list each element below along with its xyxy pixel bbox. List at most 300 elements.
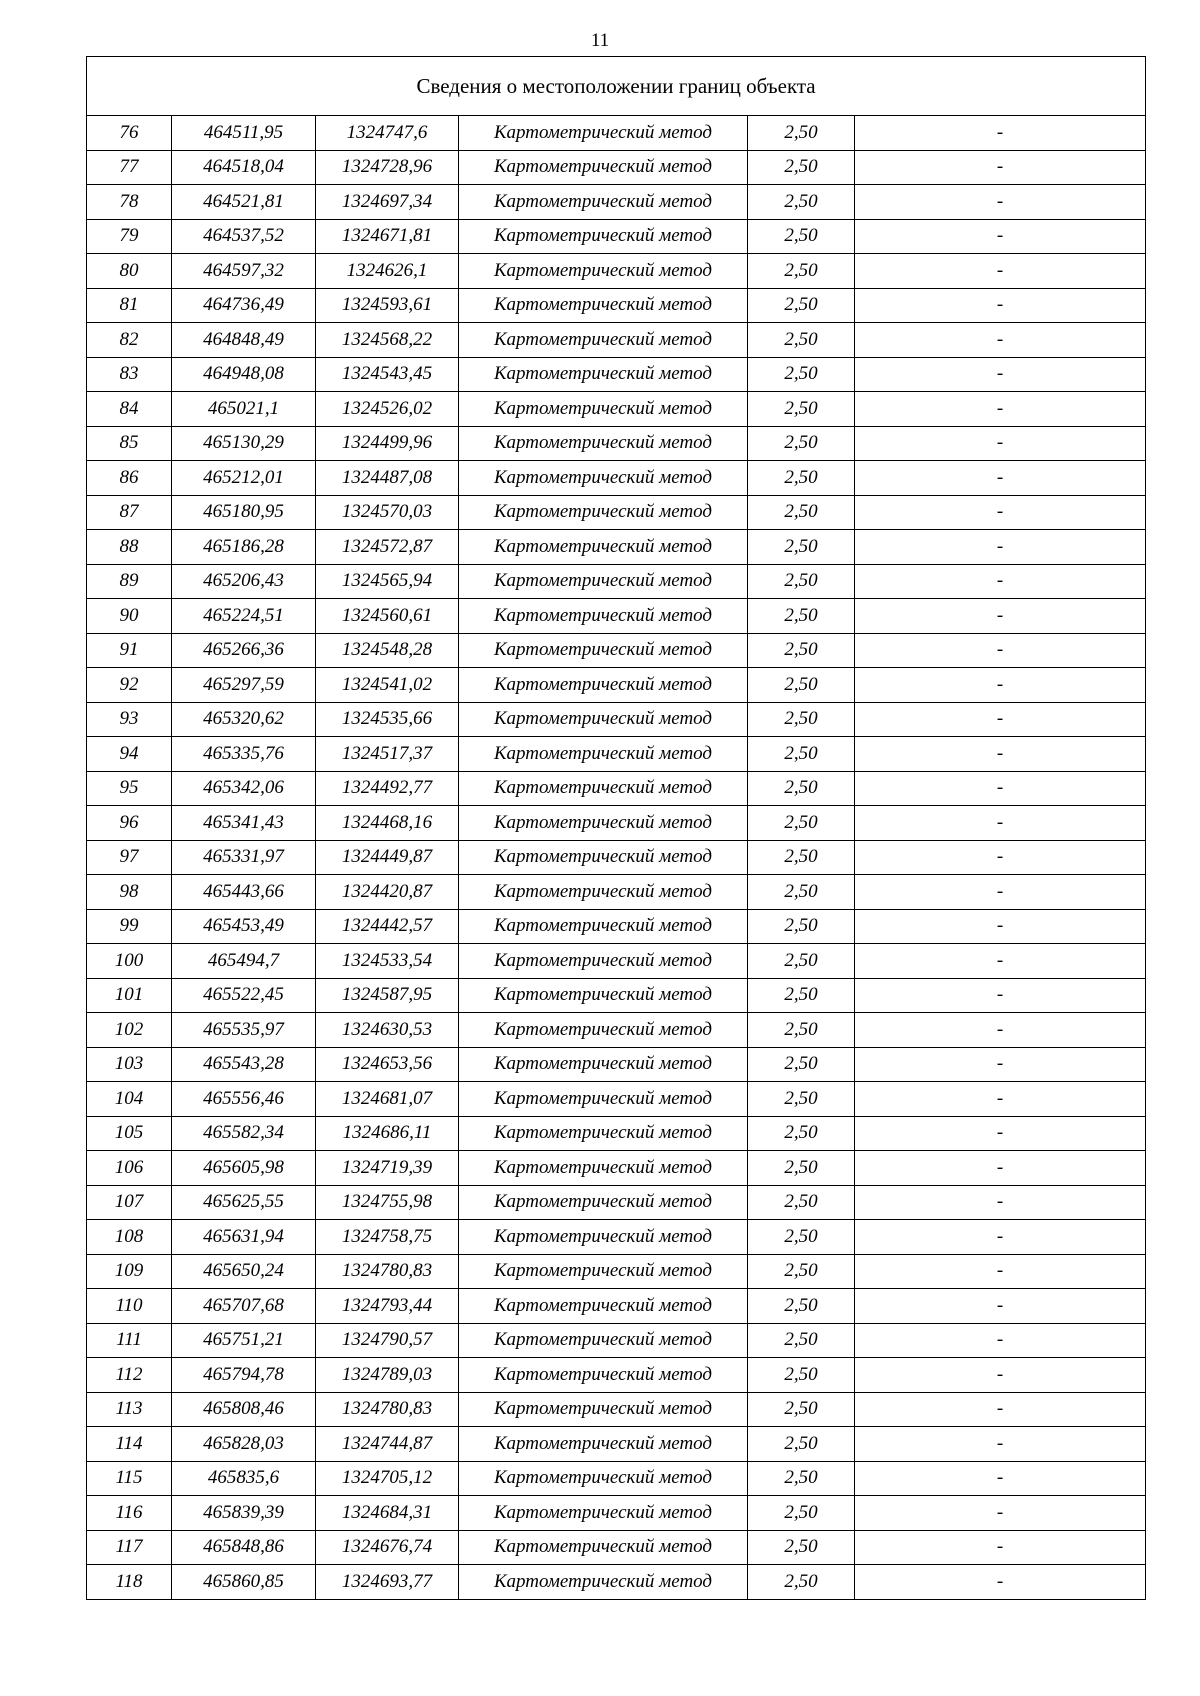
method-cell: Картометрический метод — [459, 978, 748, 1013]
method-cell: Картометрический метод — [459, 323, 748, 358]
table-row — [87, 357, 1146, 392]
description-cell: - — [855, 219, 1146, 254]
y-coordinate-cell: 1324487,08 — [316, 461, 459, 496]
x-coordinate-cell: 464948,08 — [172, 357, 316, 392]
x-coordinate-cell: 464736,49 — [172, 288, 316, 323]
description-cell: - — [855, 426, 1146, 461]
method-cell: Картометрический метод — [459, 875, 748, 910]
description-cell: - — [855, 1047, 1146, 1082]
description-cell: - — [855, 1461, 1146, 1496]
point-number-cell: 98 — [87, 875, 172, 910]
table-row — [87, 495, 1146, 530]
method-cell: Картометрический метод — [459, 599, 748, 634]
method-cell: Картометрический метод — [459, 357, 748, 392]
boundary-coordinates-table — [86, 56, 1146, 1600]
point-number-cell: 116 — [87, 1496, 172, 1531]
point-number-cell: 90 — [87, 599, 172, 634]
point-number-cell: 97 — [87, 840, 172, 875]
x-coordinate-cell: 465522,45 — [172, 978, 316, 1013]
description-cell: - — [855, 875, 1146, 910]
accuracy-cell: 2,50 — [748, 668, 855, 703]
accuracy-cell: 2,50 — [748, 840, 855, 875]
accuracy-cell: 2,50 — [748, 461, 855, 496]
x-coordinate-cell: 464521,81 — [172, 185, 316, 220]
point-number-cell: 79 — [87, 219, 172, 254]
y-coordinate-cell: 1324719,39 — [316, 1151, 459, 1186]
accuracy-cell: 2,50 — [748, 1254, 855, 1289]
description-cell: - — [855, 1013, 1146, 1048]
description-cell: - — [855, 564, 1146, 599]
accuracy-cell: 2,50 — [748, 116, 855, 151]
point-number-cell: 110 — [87, 1289, 172, 1324]
table-row — [87, 1151, 1146, 1186]
method-cell: Картометрический метод — [459, 1151, 748, 1186]
y-coordinate-cell: 1324747,6 — [316, 116, 459, 151]
table-row — [87, 254, 1146, 289]
x-coordinate-cell: 465535,97 — [172, 1013, 316, 1048]
method-cell: Картометрический метод — [459, 530, 748, 565]
x-coordinate-cell: 465582,34 — [172, 1116, 316, 1151]
y-coordinate-cell: 1324572,87 — [316, 530, 459, 565]
table-row — [87, 530, 1146, 565]
method-cell: Картометрический метод — [459, 1116, 748, 1151]
accuracy-cell: 2,50 — [748, 392, 855, 427]
method-cell: Картометрический метод — [459, 1358, 748, 1393]
y-coordinate-cell: 1324565,94 — [316, 564, 459, 599]
y-coordinate-cell: 1324560,61 — [316, 599, 459, 634]
table-row — [87, 426, 1146, 461]
method-cell: Картометрический метод — [459, 806, 748, 841]
y-coordinate-cell: 1324587,95 — [316, 978, 459, 1013]
table-row — [87, 599, 1146, 634]
method-cell: Картометрический метод — [459, 1565, 748, 1600]
point-number-cell: 82 — [87, 323, 172, 358]
description-cell: - — [855, 599, 1146, 634]
point-number-cell: 111 — [87, 1323, 172, 1358]
x-coordinate-cell: 465543,28 — [172, 1047, 316, 1082]
x-coordinate-cell: 465848,86 — [172, 1530, 316, 1565]
accuracy-cell: 2,50 — [748, 806, 855, 841]
accuracy-cell: 2,50 — [748, 978, 855, 1013]
description-cell: - — [855, 771, 1146, 806]
accuracy-cell: 2,50 — [748, 1496, 855, 1531]
point-number-cell: 115 — [87, 1461, 172, 1496]
table-row — [87, 1082, 1146, 1117]
description-cell: - — [855, 392, 1146, 427]
x-coordinate-cell: 465625,55 — [172, 1185, 316, 1220]
y-coordinate-cell: 1324705,12 — [316, 1461, 459, 1496]
table-row — [87, 1323, 1146, 1358]
method-cell: Картометрический метод — [459, 1392, 748, 1427]
point-number-cell: 101 — [87, 978, 172, 1013]
table-row — [87, 185, 1146, 220]
table-row — [87, 1185, 1146, 1220]
y-coordinate-cell: 1324449,87 — [316, 840, 459, 875]
description-cell: - — [855, 288, 1146, 323]
x-coordinate-cell: 465180,95 — [172, 495, 316, 530]
point-number-cell: 106 — [87, 1151, 172, 1186]
x-coordinate-cell: 465650,24 — [172, 1254, 316, 1289]
description-cell: - — [855, 1323, 1146, 1358]
point-number-cell: 84 — [87, 392, 172, 427]
table-row — [87, 771, 1146, 806]
y-coordinate-cell: 1324686,11 — [316, 1116, 459, 1151]
point-number-cell: 94 — [87, 737, 172, 772]
y-coordinate-cell: 1324681,07 — [316, 1082, 459, 1117]
accuracy-cell: 2,50 — [748, 909, 855, 944]
method-cell: Картометрический метод — [459, 150, 748, 185]
x-coordinate-cell: 465224,51 — [172, 599, 316, 634]
description-cell: - — [855, 530, 1146, 565]
description-cell: - — [855, 1392, 1146, 1427]
x-coordinate-cell: 465021,1 — [172, 392, 316, 427]
x-coordinate-cell: 464537,52 — [172, 219, 316, 254]
table-row — [87, 1565, 1146, 1600]
y-coordinate-cell: 1324728,96 — [316, 150, 459, 185]
y-coordinate-cell: 1324420,87 — [316, 875, 459, 910]
accuracy-cell: 2,50 — [748, 254, 855, 289]
method-cell: Картометрический метод — [459, 219, 748, 254]
x-coordinate-cell: 465556,46 — [172, 1082, 316, 1117]
table-row — [87, 1530, 1146, 1565]
description-cell: - — [855, 1220, 1146, 1255]
accuracy-cell: 2,50 — [748, 633, 855, 668]
point-number-cell: 96 — [87, 806, 172, 841]
x-coordinate-cell: 465794,78 — [172, 1358, 316, 1393]
x-coordinate-cell: 465443,66 — [172, 875, 316, 910]
point-number-cell: 93 — [87, 702, 172, 737]
point-number-cell: 92 — [87, 668, 172, 703]
method-cell: Картометрический метод — [459, 1289, 748, 1324]
point-number-cell: 104 — [87, 1082, 172, 1117]
y-coordinate-cell: 1324744,87 — [316, 1427, 459, 1462]
y-coordinate-cell: 1324693,77 — [316, 1565, 459, 1600]
point-number-cell: 108 — [87, 1220, 172, 1255]
table-row — [87, 1220, 1146, 1255]
method-cell: Картометрический метод — [459, 116, 748, 151]
x-coordinate-cell: 465266,36 — [172, 633, 316, 668]
point-number-cell: 105 — [87, 1116, 172, 1151]
method-cell: Картометрический метод — [459, 185, 748, 220]
description-cell: - — [855, 840, 1146, 875]
y-coordinate-cell: 1324468,16 — [316, 806, 459, 841]
accuracy-cell: 2,50 — [748, 219, 855, 254]
accuracy-cell: 2,50 — [748, 1323, 855, 1358]
description-cell: - — [855, 185, 1146, 220]
page-number: 11 — [590, 30, 610, 51]
table-row — [87, 1427, 1146, 1462]
table-row — [87, 1116, 1146, 1151]
point-number-cell: 91 — [87, 633, 172, 668]
method-cell: Картометрический метод — [459, 1530, 748, 1565]
x-coordinate-cell: 465320,62 — [172, 702, 316, 737]
point-number-cell: 100 — [87, 944, 172, 979]
description-cell: - — [855, 1254, 1146, 1289]
y-coordinate-cell: 1324535,66 — [316, 702, 459, 737]
x-coordinate-cell: 465860,85 — [172, 1565, 316, 1600]
description-cell: - — [855, 944, 1146, 979]
y-coordinate-cell: 1324543,45 — [316, 357, 459, 392]
y-coordinate-cell: 1324653,56 — [316, 1047, 459, 1082]
point-number-cell: 87 — [87, 495, 172, 530]
table-row — [87, 633, 1146, 668]
x-coordinate-cell: 464518,04 — [172, 150, 316, 185]
table-row — [87, 702, 1146, 737]
accuracy-cell: 2,50 — [748, 1358, 855, 1393]
method-cell: Картометрический метод — [459, 944, 748, 979]
accuracy-cell: 2,50 — [748, 1013, 855, 1048]
method-cell: Картометрический метод — [459, 702, 748, 737]
table-row — [87, 1358, 1146, 1393]
table-row — [87, 323, 1146, 358]
description-cell: - — [855, 1358, 1146, 1393]
point-number-cell: 112 — [87, 1358, 172, 1393]
accuracy-cell: 2,50 — [748, 1427, 855, 1462]
point-number-cell: 95 — [87, 771, 172, 806]
accuracy-cell: 2,50 — [748, 495, 855, 530]
table-row — [87, 806, 1146, 841]
x-coordinate-cell: 465828,03 — [172, 1427, 316, 1462]
description-cell: - — [855, 150, 1146, 185]
point-number-cell: 109 — [87, 1254, 172, 1289]
description-cell: - — [855, 1116, 1146, 1151]
y-coordinate-cell: 1324593,61 — [316, 288, 459, 323]
description-cell: - — [855, 116, 1146, 151]
point-number-cell: 78 — [87, 185, 172, 220]
y-coordinate-cell: 1324758,75 — [316, 1220, 459, 1255]
accuracy-cell: 2,50 — [748, 702, 855, 737]
description-cell: - — [855, 1427, 1146, 1462]
x-coordinate-cell: 465335,76 — [172, 737, 316, 772]
y-coordinate-cell: 1324541,02 — [316, 668, 459, 703]
x-coordinate-cell: 465297,59 — [172, 668, 316, 703]
accuracy-cell: 2,50 — [748, 771, 855, 806]
method-cell: Картометрический метод — [459, 1220, 748, 1255]
method-cell: Картометрический метод — [459, 1013, 748, 1048]
accuracy-cell: 2,50 — [748, 1565, 855, 1600]
point-number-cell: 113 — [87, 1392, 172, 1427]
x-coordinate-cell: 465707,68 — [172, 1289, 316, 1324]
accuracy-cell: 2,50 — [748, 944, 855, 979]
method-cell: Картометрический метод — [459, 461, 748, 496]
table-heading-row — [87, 57, 1146, 116]
accuracy-cell: 2,50 — [748, 1289, 855, 1324]
x-coordinate-cell: 465808,46 — [172, 1392, 316, 1427]
y-coordinate-cell: 1324671,81 — [316, 219, 459, 254]
y-coordinate-cell: 1324570,03 — [316, 495, 459, 530]
description-cell: - — [855, 668, 1146, 703]
description-cell: - — [855, 1496, 1146, 1531]
method-cell: Картометрический метод — [459, 495, 748, 530]
accuracy-cell: 2,50 — [748, 1530, 855, 1565]
accuracy-cell: 2,50 — [748, 426, 855, 461]
accuracy-cell: 2,50 — [748, 1116, 855, 1151]
accuracy-cell: 2,50 — [748, 357, 855, 392]
description-cell: - — [855, 978, 1146, 1013]
accuracy-cell: 2,50 — [748, 1151, 855, 1186]
accuracy-cell: 2,50 — [748, 564, 855, 599]
description-cell: - — [855, 806, 1146, 841]
point-number-cell: 86 — [87, 461, 172, 496]
description-cell: - — [855, 461, 1146, 496]
table-row — [87, 737, 1146, 772]
y-coordinate-cell: 1324533,54 — [316, 944, 459, 979]
x-coordinate-cell: 465206,43 — [172, 564, 316, 599]
accuracy-cell: 2,50 — [748, 875, 855, 910]
x-coordinate-cell: 464848,49 — [172, 323, 316, 358]
method-cell: Картометрический метод — [459, 1185, 748, 1220]
accuracy-cell: 2,50 — [748, 1047, 855, 1082]
point-number-cell: 76 — [87, 116, 172, 151]
accuracy-cell: 2,50 — [748, 737, 855, 772]
method-cell: Картометрический метод — [459, 1427, 748, 1462]
description-cell: - — [855, 909, 1146, 944]
y-coordinate-cell: 1324755,98 — [316, 1185, 459, 1220]
point-number-cell: 102 — [87, 1013, 172, 1048]
x-coordinate-cell: 465839,39 — [172, 1496, 316, 1531]
table-row — [87, 288, 1146, 323]
table-row — [87, 668, 1146, 703]
method-cell: Картометрический метод — [459, 1323, 748, 1358]
x-coordinate-cell: 465631,94 — [172, 1220, 316, 1255]
method-cell: Картометрический метод — [459, 633, 748, 668]
method-cell: Картометрический метод — [459, 737, 748, 772]
x-coordinate-cell: 464597,32 — [172, 254, 316, 289]
y-coordinate-cell: 1324568,22 — [316, 323, 459, 358]
table-row — [87, 1496, 1146, 1531]
description-cell: - — [855, 254, 1146, 289]
point-number-cell: 81 — [87, 288, 172, 323]
description-cell: - — [855, 737, 1146, 772]
description-cell: - — [855, 323, 1146, 358]
description-cell: - — [855, 633, 1146, 668]
description-cell: - — [855, 1530, 1146, 1565]
point-number-cell: 99 — [87, 909, 172, 944]
x-coordinate-cell: 465212,01 — [172, 461, 316, 496]
table-row — [87, 1047, 1146, 1082]
accuracy-cell: 2,50 — [748, 288, 855, 323]
point-number-cell: 88 — [87, 530, 172, 565]
x-coordinate-cell: 465130,29 — [172, 426, 316, 461]
point-number-cell: 118 — [87, 1565, 172, 1600]
table-row — [87, 564, 1146, 599]
point-number-cell: 89 — [87, 564, 172, 599]
table-row — [87, 1013, 1146, 1048]
method-cell: Картометрический метод — [459, 1496, 748, 1531]
x-coordinate-cell: 465341,43 — [172, 806, 316, 841]
accuracy-cell: 2,50 — [748, 1461, 855, 1496]
y-coordinate-cell: 1324790,57 — [316, 1323, 459, 1358]
y-coordinate-cell: 1324526,02 — [316, 392, 459, 427]
method-cell: Картометрический метод — [459, 1461, 748, 1496]
x-coordinate-cell: 465835,6 — [172, 1461, 316, 1496]
y-coordinate-cell: 1324548,28 — [316, 633, 459, 668]
accuracy-cell: 2,50 — [748, 1392, 855, 1427]
x-coordinate-cell: 465494,7 — [172, 944, 316, 979]
table-row — [87, 1254, 1146, 1289]
table-row — [87, 1461, 1146, 1496]
table-row — [87, 150, 1146, 185]
y-coordinate-cell: 1324626,1 — [316, 254, 459, 289]
y-coordinate-cell: 1324630,53 — [316, 1013, 459, 1048]
x-coordinate-cell: 465751,21 — [172, 1323, 316, 1358]
point-number-cell: 114 — [87, 1427, 172, 1462]
table-row — [87, 840, 1146, 875]
description-cell: - — [855, 1289, 1146, 1324]
x-coordinate-cell: 464511,95 — [172, 116, 316, 151]
y-coordinate-cell: 1324780,83 — [316, 1254, 459, 1289]
description-cell: - — [855, 1082, 1146, 1117]
description-cell: - — [855, 1185, 1146, 1220]
accuracy-cell: 2,50 — [748, 1220, 855, 1255]
method-cell: Картометрический метод — [459, 668, 748, 703]
method-cell: Картометрический метод — [459, 564, 748, 599]
y-coordinate-cell: 1324789,03 — [316, 1358, 459, 1393]
point-number-cell: 103 — [87, 1047, 172, 1082]
table-heading: Сведения о местоположении границ объекта — [87, 57, 1146, 116]
method-cell: Картометрический метод — [459, 392, 748, 427]
x-coordinate-cell: 465331,97 — [172, 840, 316, 875]
x-coordinate-cell: 465453,49 — [172, 909, 316, 944]
table-row — [87, 1289, 1146, 1324]
accuracy-cell: 2,50 — [748, 1082, 855, 1117]
table-row — [87, 461, 1146, 496]
point-number-cell: 83 — [87, 357, 172, 392]
accuracy-cell: 2,50 — [748, 1185, 855, 1220]
point-number-cell: 117 — [87, 1530, 172, 1565]
y-coordinate-cell: 1324492,77 — [316, 771, 459, 806]
table-row — [87, 116, 1146, 151]
y-coordinate-cell: 1324684,31 — [316, 1496, 459, 1531]
method-cell: Картометрический метод — [459, 840, 748, 875]
description-cell: - — [855, 1151, 1146, 1186]
description-cell: - — [855, 702, 1146, 737]
accuracy-cell: 2,50 — [748, 150, 855, 185]
point-number-cell: 107 — [87, 1185, 172, 1220]
description-cell: - — [855, 495, 1146, 530]
y-coordinate-cell: 1324780,83 — [316, 1392, 459, 1427]
table-row — [87, 944, 1146, 979]
y-coordinate-cell: 1324517,37 — [316, 737, 459, 772]
x-coordinate-cell: 465605,98 — [172, 1151, 316, 1186]
method-cell: Картометрический метод — [459, 254, 748, 289]
table-row — [87, 875, 1146, 910]
y-coordinate-cell: 1324442,57 — [316, 909, 459, 944]
y-coordinate-cell: 1324499,96 — [316, 426, 459, 461]
y-coordinate-cell: 1324697,34 — [316, 185, 459, 220]
x-coordinate-cell: 465186,28 — [172, 530, 316, 565]
method-cell: Картометрический метод — [459, 1047, 748, 1082]
method-cell: Картометрический метод — [459, 771, 748, 806]
method-cell: Картометрический метод — [459, 1082, 748, 1117]
accuracy-cell: 2,50 — [748, 185, 855, 220]
description-cell: - — [855, 357, 1146, 392]
y-coordinate-cell: 1324793,44 — [316, 1289, 459, 1324]
table-row — [87, 909, 1146, 944]
accuracy-cell: 2,50 — [748, 323, 855, 358]
table-row — [87, 1392, 1146, 1427]
y-coordinate-cell: 1324676,74 — [316, 1530, 459, 1565]
x-coordinate-cell: 465342,06 — [172, 771, 316, 806]
table-row — [87, 219, 1146, 254]
method-cell: Картометрический метод — [459, 909, 748, 944]
point-number-cell: 80 — [87, 254, 172, 289]
accuracy-cell: 2,50 — [748, 599, 855, 634]
point-number-cell: 85 — [87, 426, 172, 461]
method-cell: Картометрический метод — [459, 1254, 748, 1289]
table-row — [87, 978, 1146, 1013]
point-number-cell: 77 — [87, 150, 172, 185]
